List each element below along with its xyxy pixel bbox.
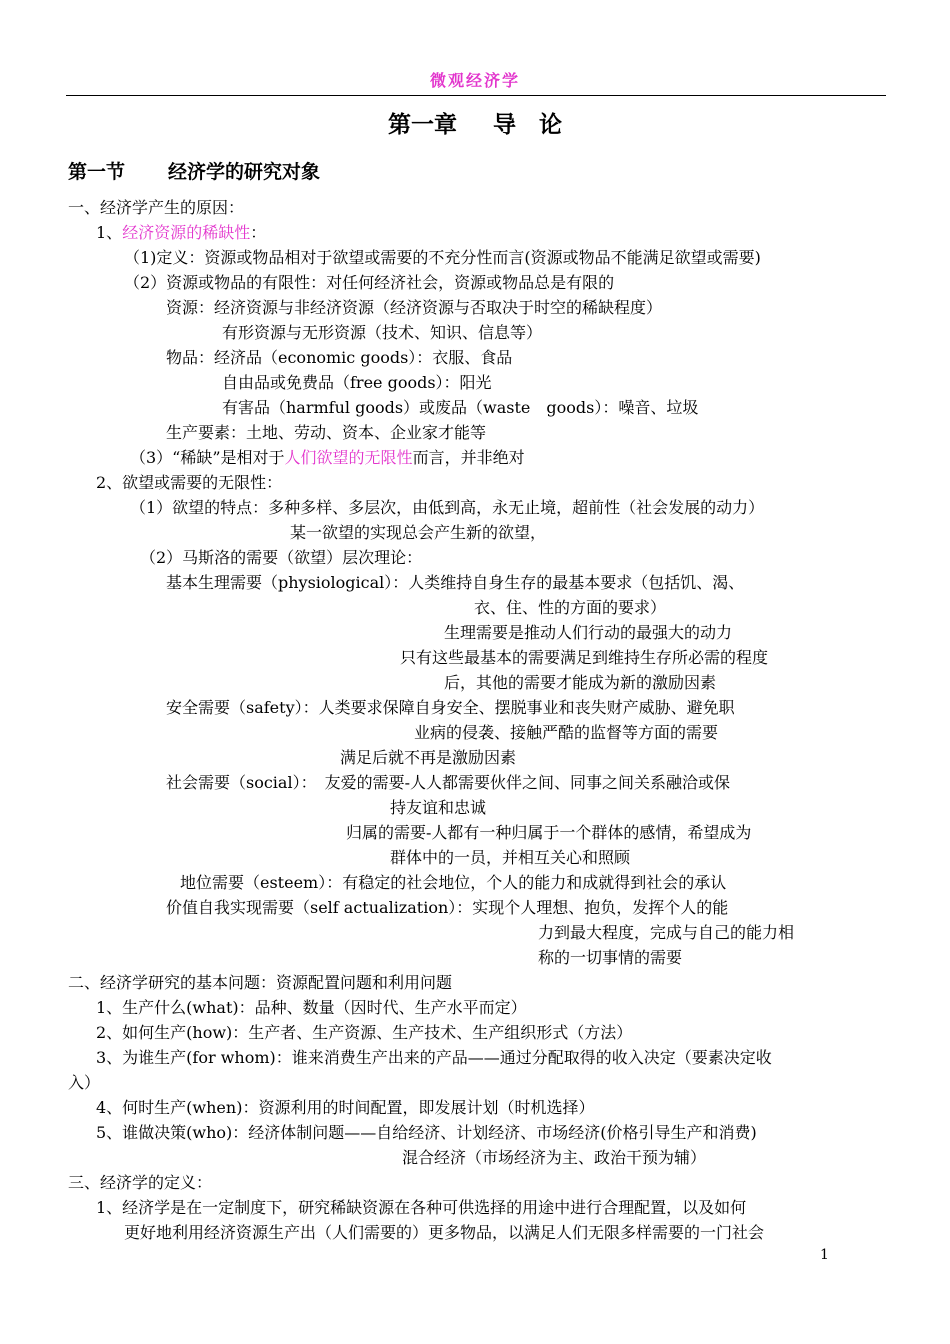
text-line: 生理需要是推动人们行动的最强大的动力 xyxy=(444,623,733,642)
highlight-unlimited-desire: 人们欲望的无限性 xyxy=(284,448,413,467)
text-line: 入） xyxy=(68,1073,101,1092)
text-line: 力到最大程度，完成与自己的能力相 xyxy=(538,923,795,942)
text-line: 只有这些最基本的需要满足到维持生存所必需的程度 xyxy=(400,648,769,667)
heading-definition: 三、经济学的定义： xyxy=(68,1173,213,1192)
text-line: 衣、住、性的方面的要求） xyxy=(474,598,667,617)
text-line: 地位需要（esteem）：有稳定的社会地位，个人的能力和成就得到社会的承认 xyxy=(180,873,727,892)
text-line: 3、为谁生产(for whom)：谁来消费生产出来的产品——通过分配取得的收入决定（要素决定收 xyxy=(96,1048,772,1067)
text-line: 有害品（harmful goods）或废品（waste goods）：噪音、垃圾 xyxy=(222,398,699,417)
text-line: 称的一切事情的需要 xyxy=(538,948,683,967)
text-line: （1）欲望的特点：多种多样、多层次，由低到高，永无止境，超前性（社会发展的动力） xyxy=(130,498,765,517)
text-line: 基本生理需要（physiological）：人类维持自身生存的最基本要求（包括饥、渴、 xyxy=(166,573,745,592)
section-title xyxy=(68,157,320,184)
text-line: 5、谁做决策(who)：经济体制问题——自给经济、计划经济、市场经济(价格引导生产和消费) xyxy=(96,1123,757,1142)
text-line: 某一欲望的实现总会产生新的欲望， xyxy=(290,523,547,542)
text-line: 后，其他的需要才能成为新的激励因素 xyxy=(444,673,717,692)
text-line: 1、生产什么(what)：品种、数量（因时代、生产水平而定） xyxy=(96,998,527,1017)
text-line: 混合经济（市场经济为主、政治干预为辅） xyxy=(402,1148,707,1167)
text-line: 归属的需要-人都有一种归属于一个群体的感情，希望成为 xyxy=(346,823,752,842)
heading-basic-problems: 二、经济学研究的基本问题：资源配置问题和利用问题 xyxy=(68,973,453,992)
text-line: 满足后就不再是激励因素 xyxy=(340,748,517,767)
text-line: 群体中的一员，并相互关心和照顾 xyxy=(390,848,631,867)
text-line: 生产要素：土地、劳动、资本、企业家才能等 xyxy=(166,423,487,442)
text-line: （2）资源或物品的有限性：对任何经济社会，资源或物品总是有限的 xyxy=(124,273,615,292)
header-rule xyxy=(66,95,886,96)
text-line: 资源：经济资源与非经济资源（经济资源与否取决于时空的稀缺程度） xyxy=(166,298,663,317)
text-line: 业病的侵袭、接触严酷的监督等方面的需要 xyxy=(414,723,719,742)
text-line: 2、如何生产(how)：生产者、生产资源、生产技术、生产组织形式（方法） xyxy=(96,1023,633,1042)
highlight-scarcity: 经济资源的稀缺性 xyxy=(122,223,251,242)
chapter-number: 第一章 xyxy=(388,112,457,138)
chapter-title xyxy=(0,106,950,139)
item-number: 1、 xyxy=(96,223,123,242)
running-header: 微观经济学 xyxy=(429,71,520,90)
text-line: 2、欲望或需要的无限性： xyxy=(96,473,283,492)
item-scarcity xyxy=(96,223,266,243)
text-run: 而言，并非绝对 xyxy=(412,448,525,467)
text-line: 安全需要（safety）：人类要求保障自身安全、摆脱事业和丧失财产威胁、避免职 xyxy=(166,698,735,717)
text-line: （2）马斯洛的需要（欲望）层次理论： xyxy=(140,548,423,567)
chapter-name: 导 论 xyxy=(493,112,562,138)
section-name: 经济学的研究对象 xyxy=(168,161,321,183)
text-line: （1)定义：资源或物品相对于欲望或需要的不充分性而言(资源或物品不能满足欲望或需要) xyxy=(124,248,761,267)
text-line: 持友谊和忠诚 xyxy=(390,798,487,817)
text-line: 1、经济学是在一定制度下，研究稀缺资源在各种可供选择的用途中进行合理配置，以及如何 xyxy=(96,1198,747,1217)
text-line: 物品：经济品（economic goods）：衣服、食品 xyxy=(166,348,513,367)
text-line: 有形资源与无形资源（技术、知识、信息等） xyxy=(222,323,543,342)
section-number: 第一节 xyxy=(68,161,126,183)
text-line: 社会需要（social）： 友爱的需要-人人都需要伙伴之间、同事之间关系融洽或保 xyxy=(166,773,730,792)
text-line: 价值自我实现需要（self actualization）：实现个人理想、抱负，发挥个人的能 xyxy=(166,898,729,917)
heading-causes: 一、经济学产生的原因： xyxy=(68,198,245,217)
text-run: （3）“稀缺”是相对于 xyxy=(130,448,285,467)
item-relative-scarcity xyxy=(130,448,525,468)
colon: ： xyxy=(250,223,267,242)
text-line: 4、何时生产(when)：资源利用的时间配置，即发展计划（时机选择） xyxy=(96,1098,595,1117)
text-line: 自由品或免费品（free goods）：阳光 xyxy=(222,373,492,392)
page-number: 1 xyxy=(820,1247,829,1263)
text-line: 更好地利用经济资源生产出（人们需要的）更多物品，以满足人们无限多样需要的一门社会 xyxy=(124,1223,765,1242)
